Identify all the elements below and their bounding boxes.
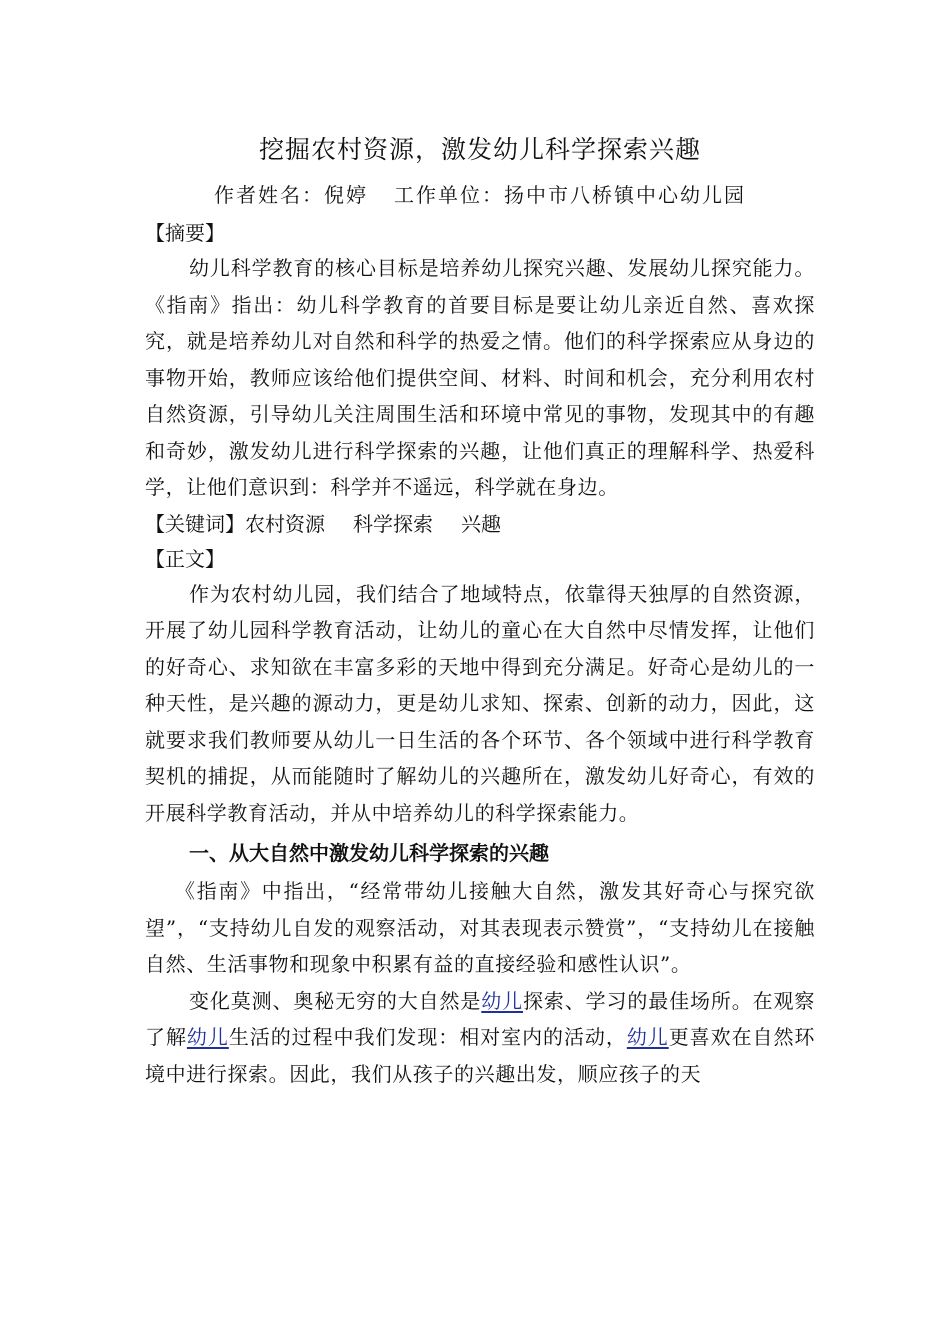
section-paragraph-links [145,983,815,1093]
abstract-label: 【摘要】 [145,221,225,245]
author-line [145,178,815,212]
keywords-line [145,506,815,542]
keyword-item: 农村资源 [245,511,325,536]
keywords-label: 【关键词】 [145,511,245,536]
keyword-link[interactable]: 幼儿 [626,1025,669,1049]
document-title: 挖掘农村资源，激发幼儿科学探索兴趣 [258,135,701,164]
text-span: 更喜欢在自然环境中进行探索。因此，我们从孩子的兴趣出发，顺应孩子的天 [145,1025,816,1086]
abstract-text: 幼儿科学教育的核心目标是培养幼儿探究兴趣、发展幼儿探究能力。《指南》指出：幼儿科学教育的首要目标是要让幼儿亲近自然、喜欢探究，就是培养幼儿对自然和科学的热爱之情。他们的科学探索应从身边的事物开始，教师应该给他们提供空间、材料、时间和机会，充分利用农村自然资源，引导幼儿关注周围生活和环境中常见的事物，发现其中的有趣和奇妙，激发幼儿进行科学探索的兴趣，让他们真正的理解科学、热爱科学，让他们意识到：科学并不遥远，科学就在身边。 [145,256,815,499]
text-span: 变化莫测、奥秘无穷的大自然是 [189,988,482,1013]
author-name: 倪婷 [324,183,368,207]
keyword-item: 科学探索 [353,511,433,536]
keyword-link[interactable]: 幼儿 [186,1025,229,1049]
body-label: 【正文】 [145,546,225,571]
keyword-link[interactable]: 幼儿 [481,988,524,1013]
body-paragraph: 作为农村幼儿园，我们结合了地域特点，依靠得天独厚的自然资源，开展了幼儿园科学教育活动，让幼儿的童心在大自然中尽情发挥，让他们的好奇心、求知欲在丰富多彩的天地中得到充分满足。好奇心是幼儿的一种天性，是兴趣的源动力，更是幼儿求知、探索、创新的动力，因此，这就要求我们教师要从幼儿一日生活的各个环节、各个领域中进行科学教育契机的捕捉，从而能随时了解幼儿的兴趣所在，激发幼儿好奇心，有效的开展科学教育活动，并从中培养幼儿的科学探索能力。 [145,581,815,825]
section-paragraph: 《指南》中指出，“经常带幼儿接触大自然，激发其好奇心与探究欲望”，“支持幼儿自发的观察活动，对其表现表示赞赏”，“支持幼儿在接触自然、生活事物和现象中积累有益的直接经验和感性认识”。 [145,879,815,976]
unit-label: 工作单位： [394,183,504,207]
document-page [145,130,815,1092]
section-heading: 一、从大自然中激发幼儿科学探索的兴趣 [189,841,549,865]
unit-name: 扬中市八桥镇中心幼儿园 [504,183,746,207]
keyword-item: 兴趣 [461,511,501,536]
text-span: 生活的过程中我们发现：相对室内的活动， [228,1025,627,1049]
text-span: 探索、学习的最佳场所。在观察了解 [145,988,816,1049]
author-label: 作者姓名： [214,183,324,207]
